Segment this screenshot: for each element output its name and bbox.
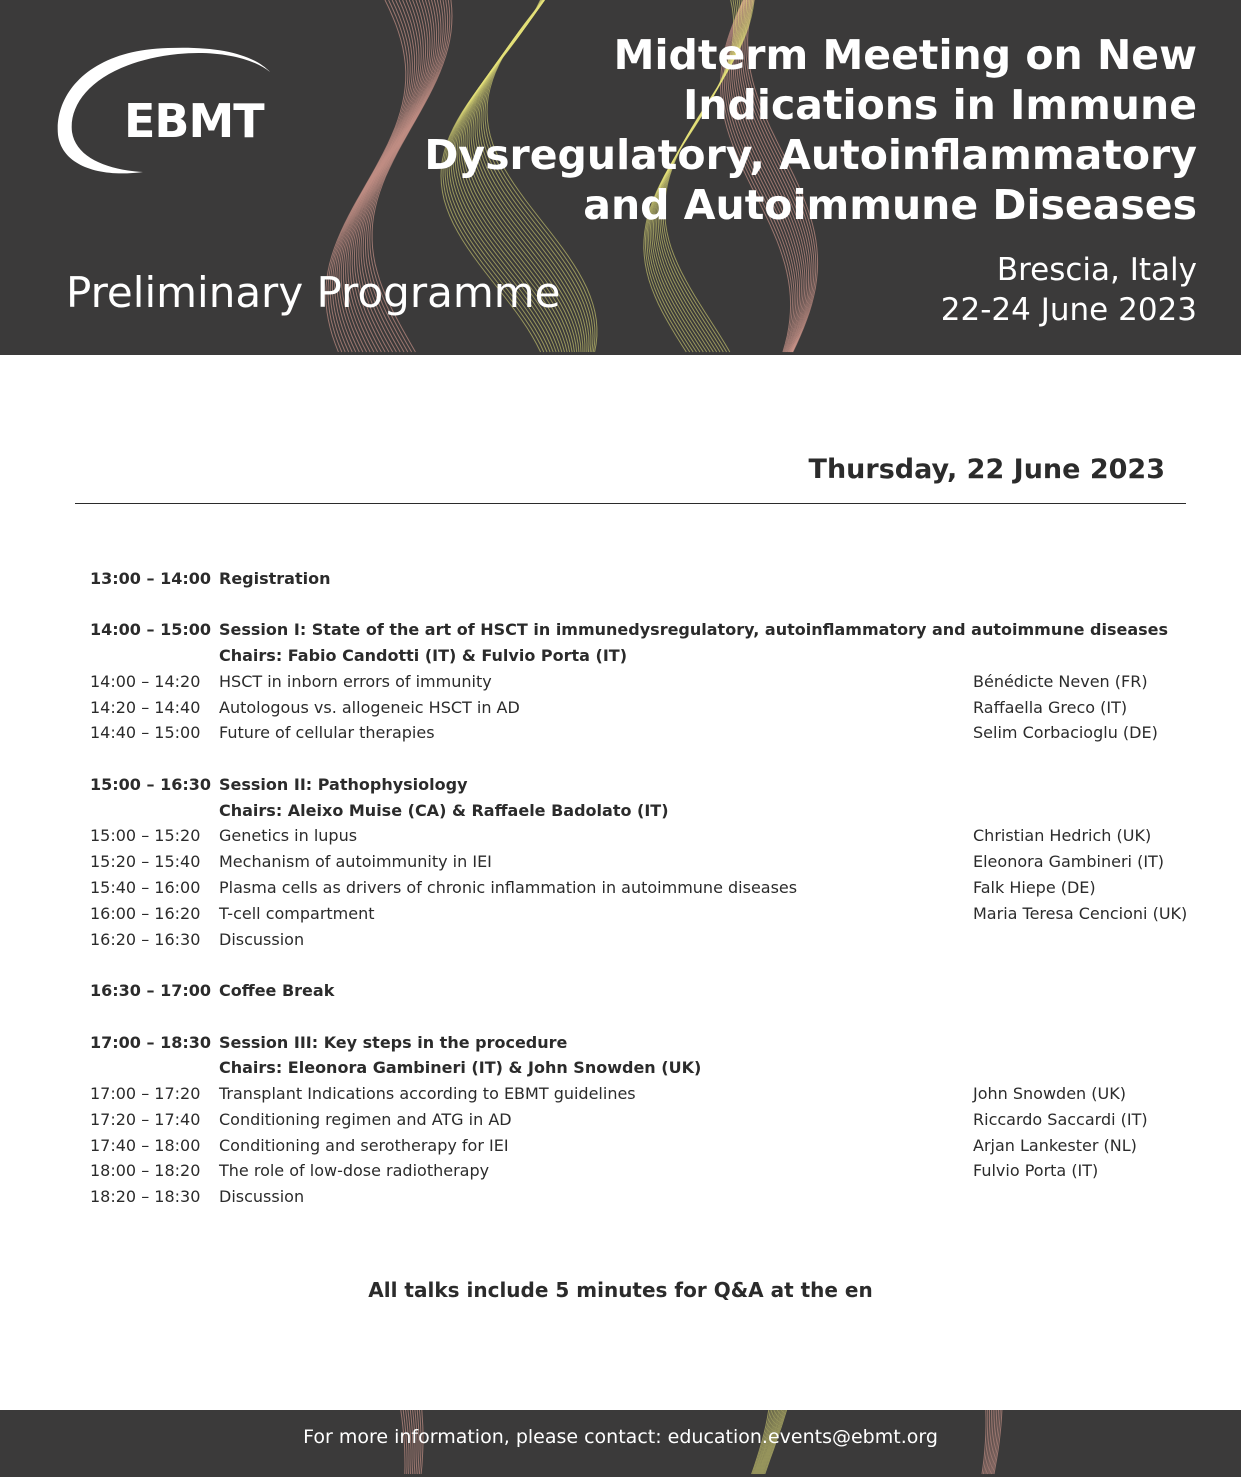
row-item: HSCT in inborn errors of immunity <box>219 672 492 691</box>
programme-row <box>0 826 1241 850</box>
programme-row <box>0 1161 1241 1185</box>
row-time: 15:40 – 16:00 <box>90 878 201 897</box>
row-item: Plasma cells as drivers of chronic inflammation in autoimmune diseases <box>219 878 798 897</box>
row-item: Mechanism of autoimmunity in IEI <box>219 852 492 871</box>
row-speaker: Christian Hedrich (UK) <box>973 826 1152 845</box>
row-speaker: Raffaella Greco (IT) <box>973 698 1128 717</box>
row-speaker: Selim Corbacioglu (DE) <box>973 723 1158 742</box>
row-speaker: Falk Hiepe (DE) <box>973 878 1096 897</box>
row-item: Chairs: Eleonora Gambineri (IT) & John Snowden (UK) <box>219 1058 702 1077</box>
row-time: 15:00 – 16:30 <box>90 775 211 794</box>
row-speaker: Eleonora Gambineri (IT) <box>973 852 1165 871</box>
programme-row <box>0 801 1241 825</box>
row-time: 17:00 – 18:30 <box>90 1033 211 1052</box>
programme-row <box>0 698 1241 722</box>
title-line-1: Midterm Meeting on New <box>613 31 1197 79</box>
page-title <box>377 30 1197 230</box>
row-speaker: John Snowden (UK) <box>973 1084 1126 1103</box>
row-speaker: Riccardo Saccardi (IT) <box>973 1110 1148 1129</box>
day-divider <box>75 503 1186 504</box>
row-time: 14:20 – 14:40 <box>90 698 201 717</box>
programme-row <box>0 878 1241 902</box>
qa-note: All talks include 5 minutes for Q&A at the en <box>368 1278 873 1302</box>
programme-row <box>0 1058 1241 1082</box>
row-item: Chairs: Aleixo Muise (CA) & Raffaele Badolato (IT) <box>219 801 669 820</box>
day-title: Thursday, 22 June 2023 <box>808 454 1165 485</box>
row-item: Future of cellular therapies <box>219 723 435 742</box>
programme-row <box>0 1110 1241 1134</box>
row-item: Discussion <box>219 1187 305 1206</box>
subtitle: Preliminary Programme <box>66 268 561 317</box>
row-time: 18:20 – 18:30 <box>90 1187 201 1206</box>
programme-row <box>0 723 1241 747</box>
row-speaker: Fulvio Porta (IT) <box>973 1161 1099 1180</box>
programme-row <box>0 646 1241 670</box>
row-item: T-cell compartment <box>219 904 375 923</box>
row-item: Session II: Pathophysiology <box>219 775 468 794</box>
row-speaker: Maria Teresa Cencioni (UK) <box>973 904 1188 923</box>
programme-row <box>0 930 1241 954</box>
row-time: 16:00 – 16:20 <box>90 904 201 923</box>
row-time: 15:20 – 15:40 <box>90 852 201 871</box>
title-line-2: Indications in Immune <box>683 81 1197 129</box>
programme-row <box>0 1033 1241 1057</box>
row-time: 14:40 – 15:00 <box>90 723 201 742</box>
programme-row <box>0 852 1241 876</box>
footer-banner <box>0 1410 1241 1477</box>
row-time: 14:00 – 15:00 <box>90 620 211 639</box>
title-line-3: Dysregulatory, Autoinflammatory <box>424 131 1197 179</box>
row-time: 18:00 – 18:20 <box>90 1161 201 1180</box>
row-item: Session I: State of the art of HSCT in immunedysregulatory, autoinflammatory and autoimmune diseases <box>219 620 1169 639</box>
row-speaker: Bénédicte Neven (FR) <box>973 672 1148 691</box>
event-location <box>941 250 1197 330</box>
row-item: Conditioning regimen and ATG in AD <box>219 1110 512 1129</box>
footer-contact: For more information, please contact: education.events@ebmt.org <box>303 1426 938 1448</box>
programme-row <box>0 1084 1241 1108</box>
row-item: Session III: Key steps in the procedure <box>219 1033 568 1052</box>
row-time: 16:30 – 17:00 <box>90 981 211 1000</box>
row-time: 14:00 – 14:20 <box>90 672 201 691</box>
title-line-4: and Autoimmune Diseases <box>583 181 1197 229</box>
row-item: Autologous vs. allogeneic HSCT in AD <box>219 698 520 717</box>
programme-row <box>0 775 1241 799</box>
header-banner <box>0 0 1241 355</box>
row-item: Discussion <box>219 930 305 949</box>
row-time: 16:20 – 16:30 <box>90 930 201 949</box>
row-time: 13:00 – 14:00 <box>90 569 211 588</box>
programme-row <box>0 672 1241 696</box>
row-time: 17:20 – 17:40 <box>90 1110 201 1129</box>
programme-row <box>0 620 1241 644</box>
row-item: The role of low-dose radiotherapy <box>219 1161 490 1180</box>
programme-row <box>0 981 1241 1005</box>
programme-row <box>0 904 1241 928</box>
row-item: Registration <box>219 569 331 588</box>
event-dates: 22-24 June 2023 <box>940 292 1197 328</box>
row-item: Genetics in lupus <box>219 826 358 845</box>
programme-row <box>0 569 1241 593</box>
row-item: Conditioning and serotherapy for IEI <box>219 1136 509 1155</box>
row-time: 17:00 – 17:20 <box>90 1084 201 1103</box>
location-city: Brescia, Italy <box>996 252 1197 288</box>
ebmt-logo-text: EBMT <box>124 94 264 148</box>
row-item: Chairs: Fabio Candotti (IT) & Fulvio Porta (IT) <box>219 646 627 665</box>
row-item: Coffee Break <box>219 981 335 1000</box>
programme-row <box>0 1187 1241 1211</box>
programme-row <box>0 1136 1241 1160</box>
row-time: 15:00 – 15:20 <box>90 826 201 845</box>
row-item: Transplant Indications according to EBMT guidelines <box>219 1084 636 1103</box>
row-time: 17:40 – 18:00 <box>90 1136 201 1155</box>
row-speaker: Arjan Lankester (NL) <box>973 1136 1137 1155</box>
